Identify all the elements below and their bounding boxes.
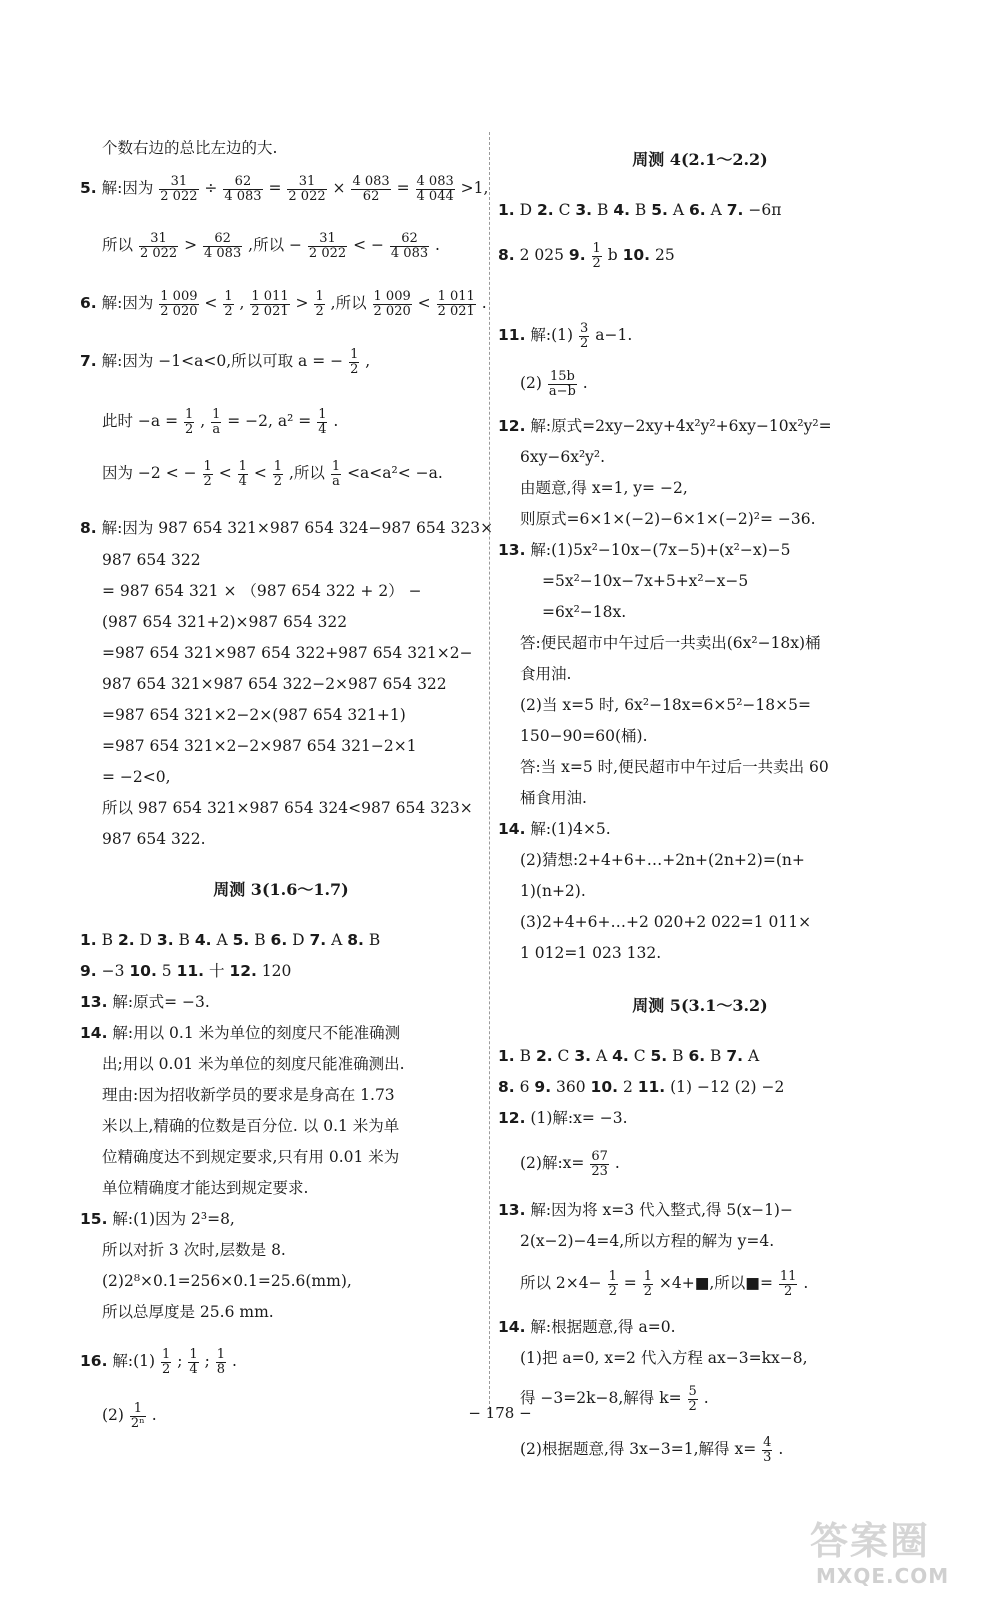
item-number: 16.: [80, 1352, 108, 1371]
item-number: 11.: [176, 962, 205, 980]
section-title: 周测 3(1.6～1.7): [213, 880, 349, 899]
item-number: 5.: [80, 179, 97, 198]
fraction: $\frac{1 011}{2 021}$: [251, 289, 289, 319]
answer-line: (1)把 a=0, x=2 代入方程 ax−3=kx−8,: [520, 1349, 808, 1367]
answer-line-13: 13. 解:因为将 x=3 代入整式,得 5(x−1)−: [498, 1201, 793, 1219]
fraction: $\frac{4 083}{4 044}$: [416, 174, 454, 204]
answer-line: = 987 654 321 × （987 654 322 + 2） −: [102, 582, 422, 600]
item-number: 7.: [309, 931, 327, 949]
answer-line: =6x²−18x.: [542, 603, 627, 621]
fraction: $\frac{31}{2 022}$: [288, 174, 326, 204]
answer-line: = −2<0,: [102, 768, 171, 786]
answer-line-14: 14. 解:根据题意,得 a=0.: [498, 1318, 676, 1336]
answer-line: (2)解:x= $\frac{67}{23}$ .: [520, 1149, 620, 1179]
answer-line: 1)(n+2).: [520, 882, 586, 900]
item-number: 4.: [613, 201, 630, 219]
answer-line-13: 13. 解:原式= −3.: [80, 993, 210, 1011]
item-number: 6.: [270, 931, 288, 949]
item-number: 3.: [575, 201, 593, 219]
item-number: 9.: [568, 246, 586, 265]
fraction: $\frac{1}{2}$: [608, 1269, 617, 1299]
answer-line: 9. −3 10. 5 11. 十 12. 120: [80, 962, 292, 980]
answer-line-7: 7. 解:因为 −1<a<0,所以可取 a = − $\frac{1}{2}$ ,: [80, 347, 371, 377]
answer-line: (2)根据题意,得 3x−3=1,解得 x= $\frac{4}{3}$ .: [520, 1435, 784, 1465]
item-number: 13.: [80, 993, 108, 1011]
answer-line: 1. B 2. D 3. B 4. A 5. B 6. D 7. A 8. B: [80, 931, 381, 949]
answer-line: 1. B 2. C 3. A 4. C 5. B 6. B 7. A: [498, 1047, 760, 1065]
answer-line-5: 5. 解:因为 $\frac{31}{2 022}$ ÷ $\frac{62}{4 083}$ = $\frac{31}{2 022}$ × $\frac{4 083}{62}$ = $\frac{4 083}{4 044}$ >1,: [80, 174, 489, 204]
item-number: 5.: [651, 201, 668, 219]
answer-line: 2(x−2)−4=4,所以方程的解为 y=4.: [520, 1232, 775, 1250]
answer-line: 则原式=6×1×(−2)−6×1×(−2)²= −36.: [520, 510, 816, 528]
item-number: 4.: [194, 931, 212, 949]
answer-line: 所以 $\frac{31}{2 022}$ > $\frac{62}{4 083}$ ,所以 − $\frac{31}{2 022}$ < − $\frac{62}{4 083}$ .: [102, 231, 440, 261]
section-title: 周测 4(2.1～2.2): [632, 150, 768, 169]
fraction: $\frac{31}{2 022}$: [160, 174, 198, 204]
fraction: $\frac{1}{2}$: [224, 289, 233, 319]
fraction: $\frac{1}{2}$: [185, 407, 194, 437]
answer-line: 6xy−6x²y².: [520, 448, 606, 466]
answer-line: 987 654 322: [102, 551, 201, 569]
item-number: 4.: [612, 1047, 629, 1065]
answer-line: 所以 987 654 321×987 654 324<987 654 323×: [102, 799, 473, 817]
item-number: 9.: [80, 962, 97, 980]
page-number: − 178 −: [468, 1404, 532, 1422]
item-number: 12.: [498, 1109, 526, 1127]
answer-line-6: 6. 解:因为 $\frac{1 009}{2 020}$ < $\frac{1}{2}$ , $\frac{1 011}{2 021}$ > $\frac{1}{2}$ ,所以 $\frac{1 009}{2 020}$ < $\frac{1 011}{2 021}$ .: [80, 289, 487, 319]
fraction: $\frac{62}{4 083}$: [390, 231, 429, 261]
fraction: $\frac{1}{a}$: [212, 407, 221, 437]
answer-line: 出;用以 0.01 米为单位的刻度尺能准确测出.: [102, 1055, 405, 1073]
item-number: 6.: [689, 201, 706, 219]
answer-line: (2)猜想:2+4+6+…+2n+(2n+2)=(n+: [520, 851, 805, 869]
fraction: $\frac{1}{a}$: [331, 459, 341, 489]
answer-line: 理由:因为招收新学员的要求是身高在 1.73: [102, 1086, 395, 1104]
fraction: $\frac{5}{2}$: [688, 1384, 697, 1414]
fraction: $\frac{1}{4}$: [189, 1347, 198, 1377]
answer-line-15: 15. 解:(1)因为 2³=8,: [80, 1210, 235, 1228]
fraction: $\frac{11}{2}$: [779, 1269, 797, 1299]
answer-line: =5x²−10x−7x+5+x²−x−5: [542, 572, 749, 590]
fraction: $\frac{31}{2 022}$: [308, 231, 347, 261]
item-number: 1.: [80, 931, 97, 949]
answer-line: 此时 −a = $\frac{1}{2}$ , $\frac{1}{a}$ = −2, a² = $\frac{1}{4}$ .: [102, 407, 339, 437]
item-number: 8.: [347, 931, 364, 949]
fraction: $\frac{1 009}{2 020}$: [160, 289, 198, 319]
answer-line-14: 14. 解:用以 0.1 米为单位的刻度尺不能准确测: [80, 1024, 401, 1042]
fraction: $\frac{1}{8}$: [216, 1347, 226, 1377]
item-number: 13.: [498, 1201, 526, 1219]
column-divider: [489, 132, 490, 1414]
answer-line: (2) $\frac{15b}{a-b}$ .: [520, 369, 588, 399]
item-number: 5.: [650, 1047, 668, 1065]
answer-line: 答:当 x=5 时,便民超市中午过后一共卖出 60: [520, 758, 829, 776]
item-number: 14.: [498, 820, 526, 838]
item-number: 14.: [498, 1318, 526, 1336]
watermark-title: 答案圈: [810, 1519, 931, 1563]
fraction: $\frac{31}{2 022}$: [139, 231, 178, 261]
item-number: 7.: [80, 352, 97, 371]
item-number: 15.: [80, 1210, 108, 1228]
answer-line: 1. D 2. C 3. B 4. B 5. A 6. A 7. −6π: [498, 201, 782, 219]
fraction: $\frac{1}{2}$: [315, 289, 324, 319]
answer-line: 987 654 322.: [102, 830, 206, 848]
fraction: $\frac{1}{4}$: [318, 407, 327, 437]
item-number: 11.: [637, 1078, 666, 1096]
fraction: $\frac{4}{3}$: [763, 1435, 772, 1465]
item-number: 1.: [498, 201, 515, 219]
item-number: 8.: [498, 246, 515, 265]
item-number: 7.: [726, 1047, 744, 1065]
answer-line: 个数右边的总比左边的大.: [102, 139, 278, 157]
fraction: $\frac{3}{2}$: [580, 321, 589, 351]
fraction: $\frac{62}{4 083}$: [204, 231, 242, 261]
item-number: 10.: [129, 962, 157, 980]
answer-line: 单位精确度才能达到规定要求.: [102, 1179, 309, 1197]
item-number: 8.: [80, 519, 97, 537]
fraction: $\frac{1}{2}$: [162, 1347, 171, 1377]
fraction: $\frac{1}{2}$: [350, 347, 359, 377]
answer-line: 因为 −2 < − $\frac{1}{2}$ < $\frac{1}{4}$ < $\frac{1}{2}$ ,所以 $\frac{1}{a}$ <a<a²< −a.: [102, 459, 443, 489]
fraction: $\frac{1 009}{2 020}$: [373, 289, 411, 319]
answer-line: =987 654 321×2−2×987 654 321−2×1: [102, 737, 417, 755]
section-title: 周测 5(3.1～3.2): [632, 996, 768, 1015]
answer-line: 桶食用油.: [520, 789, 587, 807]
item-number: 2.: [535, 1047, 553, 1065]
fraction: $\frac{1}{2}$: [643, 1269, 652, 1299]
answer-line: =987 654 321×987 654 322+987 654 321×2−: [102, 644, 473, 662]
fraction: $\frac{1}{\text{2ⁿ}}$: [130, 1401, 145, 1431]
item-number: 12.: [498, 417, 526, 435]
answer-line-12: 12. 解:原式=2xy−2xy+4x²y²+6xy−10x²y²=: [498, 417, 832, 435]
item-number: 7.: [726, 201, 744, 219]
answer-line: 食用油.: [520, 665, 572, 683]
fraction: $\frac{4 083}{62}$: [352, 174, 390, 204]
fraction: $\frac{67}{23}$: [591, 1149, 608, 1179]
answer-line: (2)2⁸×0.1=256×0.1=25.6(mm),: [102, 1272, 352, 1290]
answer-line: 所以总厚度是 25.6 mm.: [102, 1303, 274, 1321]
fraction: $\frac{1}{2}$: [203, 459, 212, 489]
answer-line: 所以对折 3 次时,层数是 8.: [102, 1241, 286, 1259]
answer-line: (2)当 x=5 时, 6x²−18x=6×5²−18×5=: [520, 696, 811, 714]
answer-line-16: 16. 解:(1) $\frac{1}{2}$ ; $\frac{1}{4}$ ; $\frac{1}{8}$ .: [80, 1347, 237, 1377]
answer-line-13: 13. 解:(1)5x²−10x−(7x−5)+(x²−x)−5: [498, 541, 791, 559]
item-number: 6.: [80, 294, 97, 313]
fraction: $\frac{1}{2}$: [592, 241, 601, 271]
item-number: 3.: [574, 1047, 592, 1065]
fraction: $\frac{15b}{a-b}$: [548, 369, 576, 399]
answer-line: 位精确度达不到规定要求,只有用 0.01 米为: [102, 1148, 400, 1166]
item-number: 9.: [534, 1078, 552, 1096]
answer-line: (987 654 321+2)×987 654 322: [102, 613, 348, 631]
watermark-url: MXQE.COM: [816, 1564, 950, 1588]
answer-line: 所以 2×4− $\frac{1}{2}$ = $\frac{1}{2}$ ×4+■,所以■= $\frac{11}{2}$ .: [520, 1269, 809, 1299]
answer-line-12: 12. (1)解:x= −3.: [498, 1109, 628, 1127]
item-number: 13.: [498, 541, 526, 559]
answer-line: 1 012=1 023 132.: [520, 944, 662, 962]
item-number: 10.: [622, 246, 651, 265]
item-number: 8.: [498, 1078, 515, 1096]
item-number: 3.: [156, 931, 174, 949]
item-number: 14.: [80, 1024, 108, 1042]
item-number: 6.: [688, 1047, 706, 1065]
item-number: 11.: [498, 326, 526, 345]
answer-line: 米以上,精确的位数是百分位. 以 0.1 米为单: [102, 1117, 400, 1135]
answer-line: 150−90=60(桶).: [520, 727, 648, 745]
answer-line-8: 8. 解:因为 987 654 321×987 654 324−987 654 323×: [80, 519, 494, 537]
answer-line: (3)2+4+6+…+2 020+2 022=1 011×: [520, 913, 812, 931]
item-number: 5.: [232, 931, 250, 949]
fraction: $\frac{1 011}{2 021}$: [437, 289, 475, 319]
answer-line: =987 654 321×2−2×(987 654 321+1): [102, 706, 406, 724]
watermark-logo: [810, 1508, 970, 1594]
answer-line: 987 654 321×987 654 322−2×987 654 322: [102, 675, 447, 693]
fraction: $\frac{62}{4 083}$: [224, 174, 262, 204]
answer-line: 8. 6 9. 360 10. 2 11. (1) −12 (2) −2: [498, 1078, 785, 1096]
fraction: $\frac{1}{2}$: [273, 459, 283, 489]
answer-line: 答:便民超市中午过后一共卖出(6x²−18x)桶: [520, 634, 821, 652]
item-number: 10.: [590, 1078, 619, 1096]
item-number: 2.: [117, 931, 135, 949]
item-number: 1.: [498, 1047, 515, 1065]
answer-line-11: 11. 解:(1) $\frac{3}{2}$ a−1.: [498, 321, 633, 351]
answer-line: 8. 2 025 9. $\frac{1}{2}$ b 10. 25: [498, 241, 675, 271]
item-number: 2.: [536, 201, 554, 219]
item-number: 12.: [229, 962, 257, 980]
fraction: $\frac{1}{4}$: [238, 459, 247, 489]
answer-line: 得 −3=2k−8,解得 k= $\frac{5}{2}$ .: [520, 1384, 709, 1414]
answer-line: 由题意,得 x=1, y= −2,: [520, 479, 688, 497]
answer-line: (2) $\frac{1}{\text{2ⁿ}}$ .: [102, 1401, 157, 1431]
answer-line-14: 14. 解:(1)4×5.: [498, 820, 611, 838]
